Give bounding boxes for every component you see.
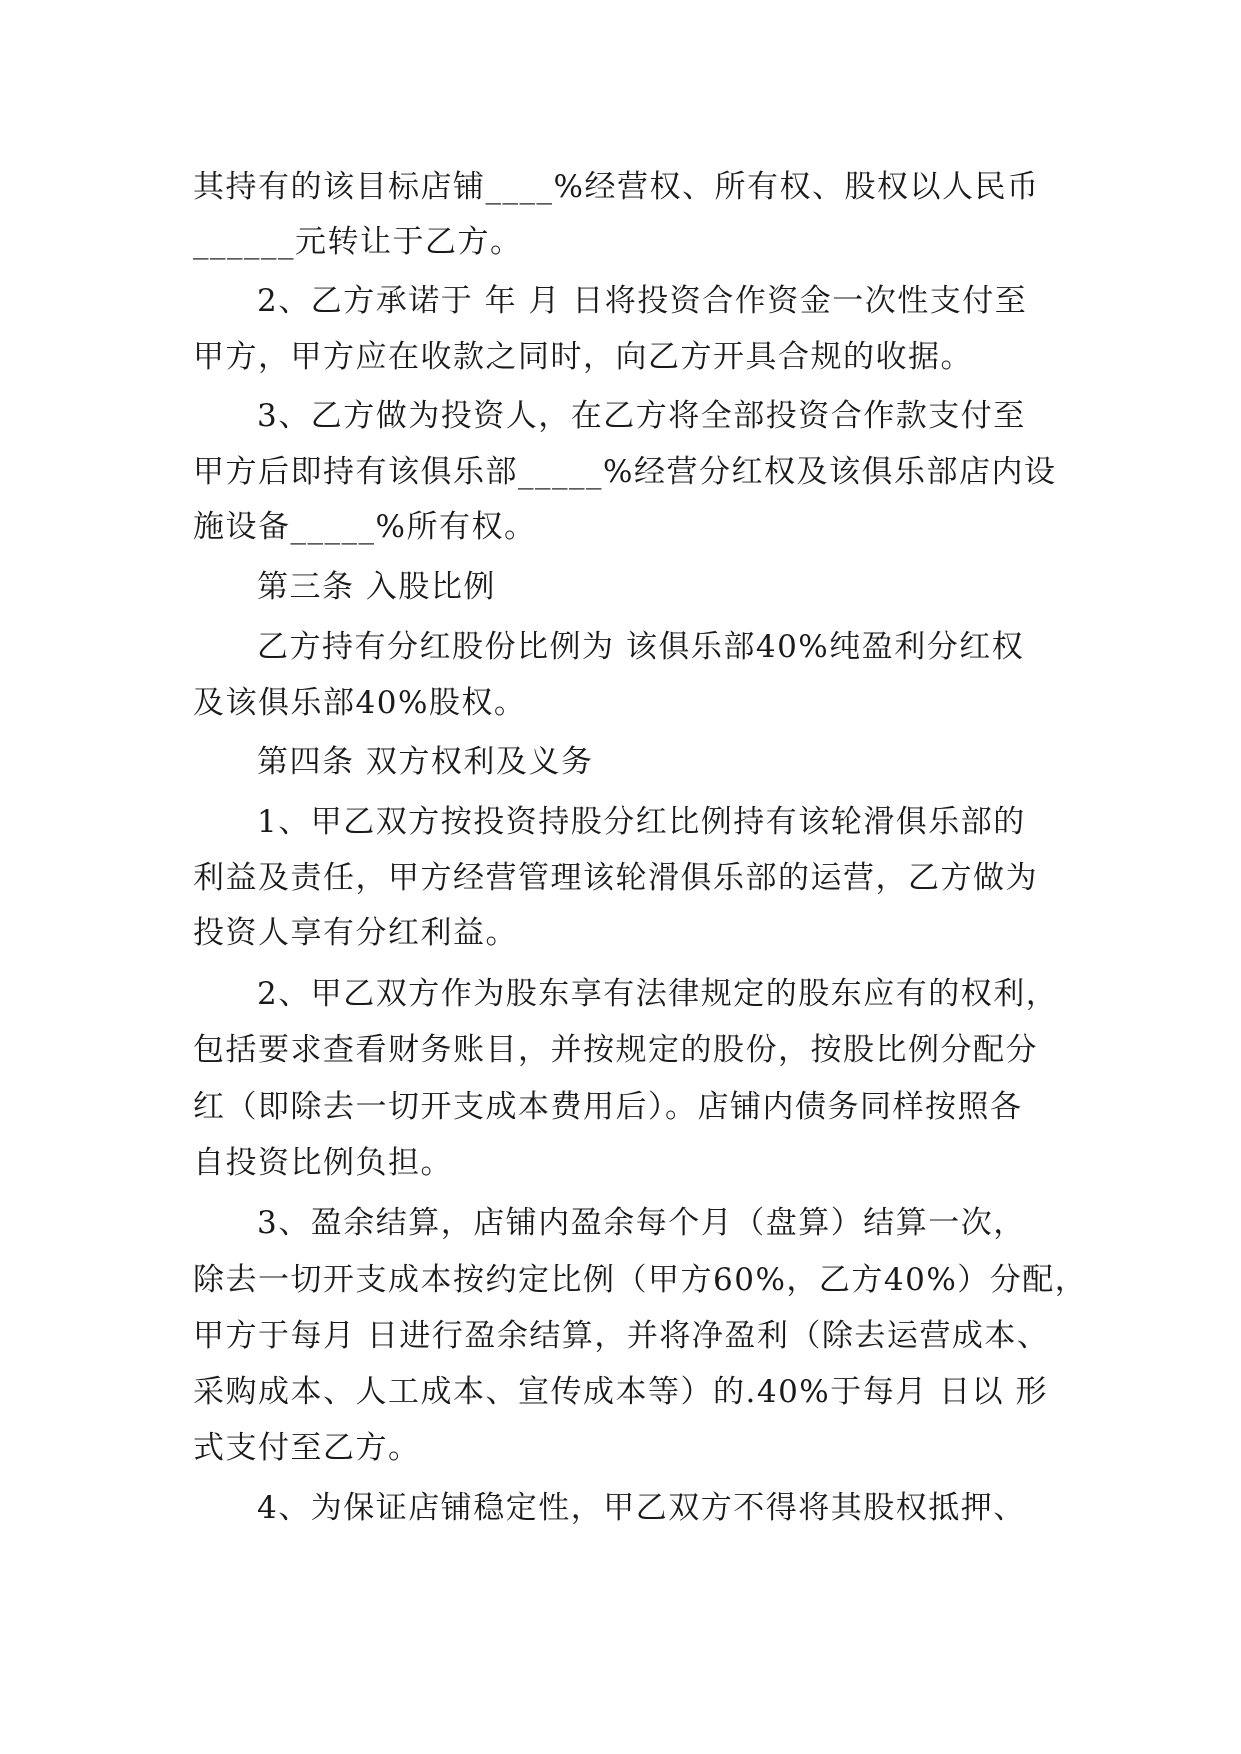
text-line: 2、乙方承诺于 年 月 日将投资合作资金一次性支付至 [257,283,1028,319]
text-line: 1、甲乙双方按投资持股分红比例持有该轮滑俱乐部的 [257,804,1026,840]
text-line: 红（即除去一切开支成本费用后）。店铺内债务同样按照各 [193,1089,1023,1125]
text-line: 4、为保证店铺稳定性，甲乙双方不得将其股权抵押、 [257,1490,1026,1526]
text-line: ______元转让于乙方。 [193,224,523,260]
text-line: 乙方持有分红股份比例为 该俱乐部40%纯盈利分红权 [257,629,1025,665]
text-line: 3、乙方做为投资人，在乙方将全部投资合作款支付至 [257,398,1026,434]
text-line: 甲方，甲方应在收款之同时，向乙方开具合规的收据。 [193,339,973,375]
section-heading: 第四条 双方权利及义务 [257,744,594,780]
section-heading: 第三条 入股比例 [257,569,496,605]
text-line: 甲方后即持有该俱乐部_____%经营分红权及该俱乐部店内设 [193,454,1057,490]
text-line: 自投资比例负担。 [193,1145,453,1181]
text-line: 甲方于每月 日进行盈余结算，并将净盈利（除去运营成本、 [193,1318,1050,1354]
text-line: 包括要求查看财务账目，并按规定的股份，按股比例分配分 [193,1032,1038,1068]
text-line: 利益及责任，甲方经营管理该轮滑俱乐部的运营，乙方做为 [193,860,1038,896]
text-line: 2、甲乙双方作为股东享有法律规定的股东应有的权利， [257,976,1059,1012]
text-line: 施设备_____%所有权。 [193,509,537,545]
text-line: 及该俱乐部40%股权。 [193,685,527,721]
text-line: 3、盈余结算，店铺内盈余每个月（盘算）结算一次， [257,1205,1026,1241]
text-line: 除去一切开支成本按约定比例（甲方60%，乙方40%）分配， [193,1262,1088,1298]
text-line: 其持有的该目标店铺____%经营权、所有权、股权以人民币 [193,169,1040,205]
text-line: 采购成本、人工成本、宣传成本等）的.40%于每月 日以 形 [193,1374,1048,1410]
text-line: 式支付至乙方。 [193,1430,421,1466]
text-line: 投资人享有分红利益。 [193,915,518,951]
